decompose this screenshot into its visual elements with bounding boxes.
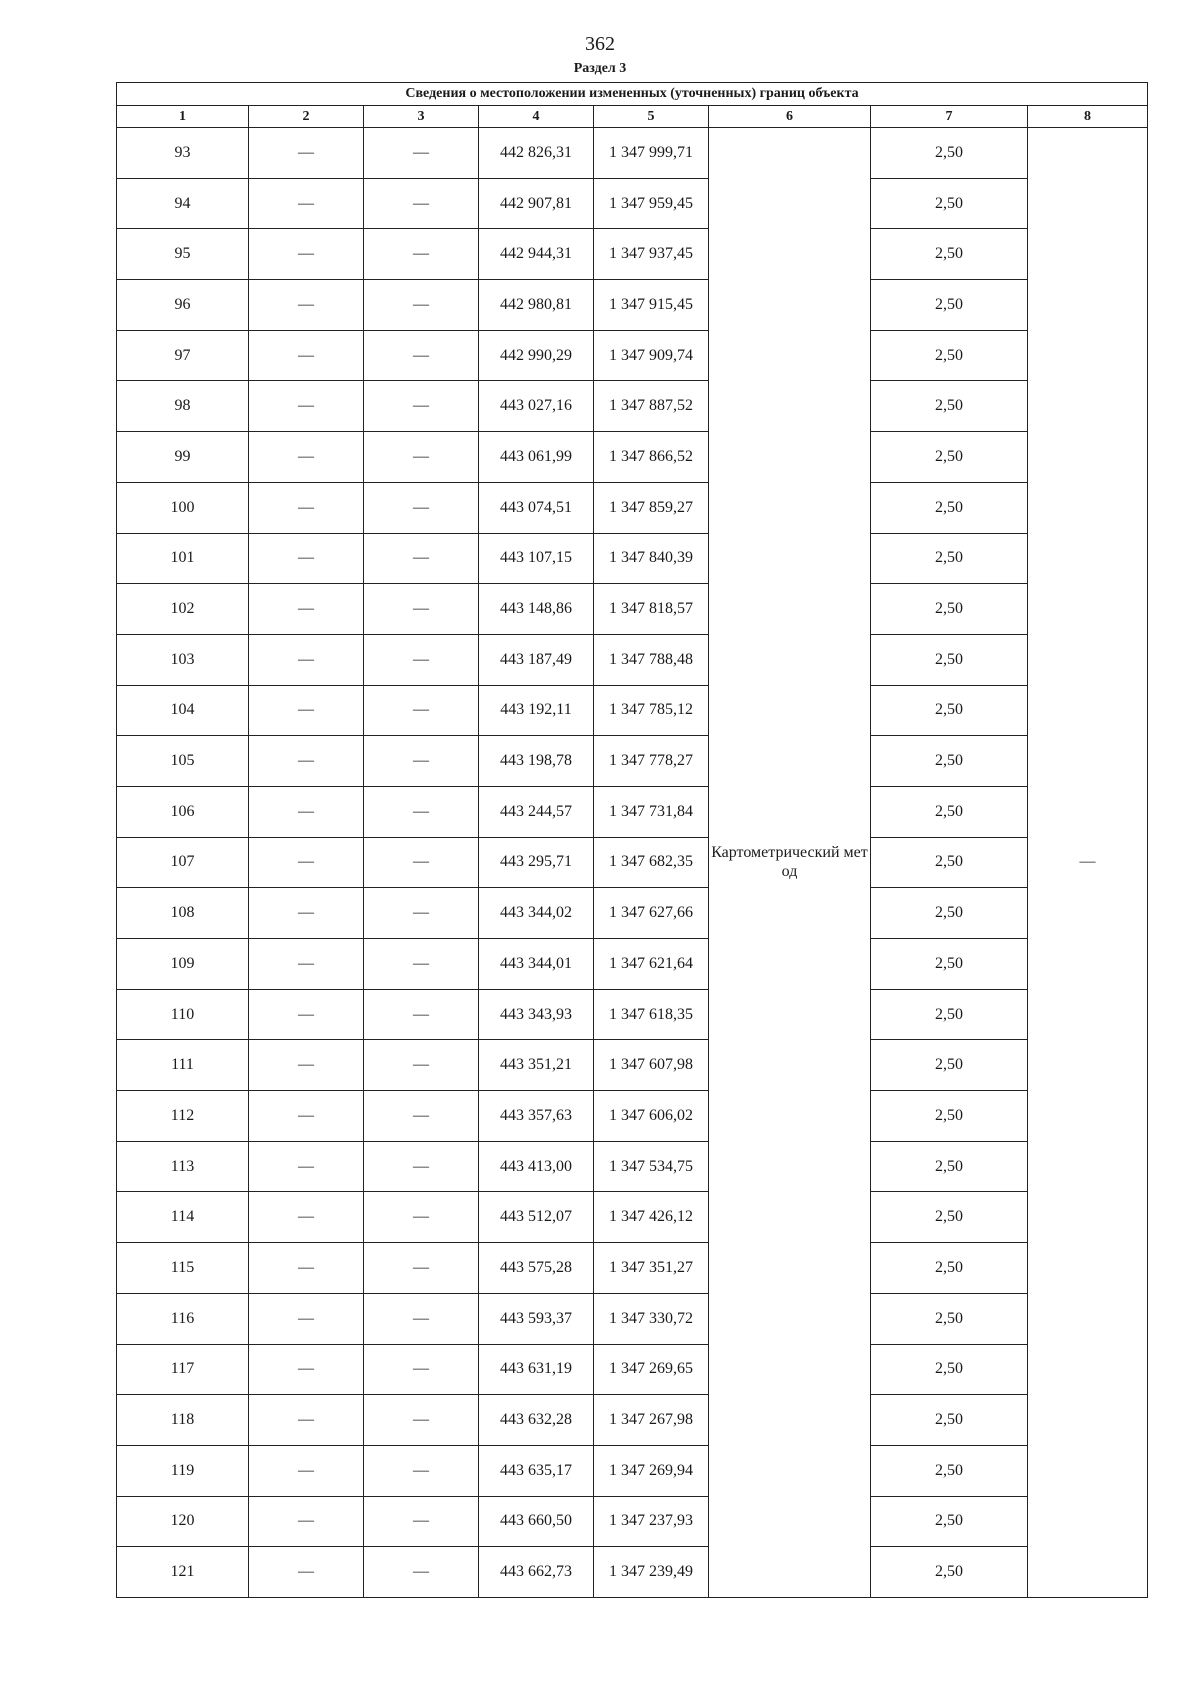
column-2-cell: —	[249, 128, 364, 179]
accuracy-cell: 2,50	[871, 1547, 1028, 1598]
y-coordinate-cell: 1 347 618,35	[594, 989, 709, 1040]
table-row	[117, 1496, 1148, 1547]
column-2-cell: —	[249, 939, 364, 990]
method-cell: Картометрический метод	[709, 128, 871, 1598]
accuracy-cell: 2,50	[871, 1395, 1028, 1446]
table-row	[117, 280, 1148, 331]
point-number-cell: 100	[117, 482, 249, 533]
column-2-cell: —	[249, 1547, 364, 1598]
boundary-coordinates-table	[116, 82, 1148, 1598]
x-coordinate-cell: 443 295,71	[479, 837, 594, 888]
x-coordinate-cell: 443 413,00	[479, 1141, 594, 1192]
table-row	[117, 1091, 1148, 1142]
column-2-cell: —	[249, 280, 364, 331]
table-row	[117, 685, 1148, 736]
accuracy-cell: 2,50	[871, 584, 1028, 635]
column-3-cell: —	[364, 1192, 479, 1243]
column-3-cell: —	[364, 229, 479, 280]
column-2-cell: —	[249, 1141, 364, 1192]
column-3-cell: —	[364, 584, 479, 635]
column-3-cell: —	[364, 1040, 479, 1091]
table-row	[117, 584, 1148, 635]
accuracy-cell: 2,50	[871, 1344, 1028, 1395]
point-number-cell: 108	[117, 888, 249, 939]
table-row	[117, 533, 1148, 584]
point-number-cell: 109	[117, 939, 249, 990]
column-3-cell: —	[364, 1293, 479, 1344]
accuracy-cell: 2,50	[871, 1243, 1028, 1294]
x-coordinate-cell: 443 512,07	[479, 1192, 594, 1243]
column-3-cell: —	[364, 381, 479, 432]
column-2-cell: —	[249, 229, 364, 280]
point-number-cell: 97	[117, 330, 249, 381]
table-row	[117, 1445, 1148, 1496]
column-2-cell: —	[249, 888, 364, 939]
table-body	[117, 128, 1148, 1598]
point-number-cell: 114	[117, 1192, 249, 1243]
table-row	[117, 1243, 1148, 1294]
point-number-cell: 116	[117, 1293, 249, 1344]
y-coordinate-cell: 1 347 840,39	[594, 533, 709, 584]
y-coordinate-cell: 1 347 999,71	[594, 128, 709, 179]
table-row	[117, 1293, 1148, 1344]
column-3-cell: —	[364, 685, 479, 736]
column-number: 4	[479, 106, 594, 128]
column-3-cell: —	[364, 939, 479, 990]
table-row	[117, 229, 1148, 280]
y-coordinate-cell: 1 347 330,72	[594, 1293, 709, 1344]
y-coordinate-cell: 1 347 915,45	[594, 280, 709, 331]
accuracy-cell: 2,50	[871, 786, 1028, 837]
x-coordinate-cell: 443 344,02	[479, 888, 594, 939]
point-number-cell: 93	[117, 128, 249, 179]
table-caption: Сведения о местоположении измененных (уточненных) границ объекта	[117, 83, 1148, 106]
y-coordinate-cell: 1 347 534,75	[594, 1141, 709, 1192]
point-number-cell: 103	[117, 634, 249, 685]
column-2-cell: —	[249, 178, 364, 229]
column-2-cell: —	[249, 482, 364, 533]
y-coordinate-cell: 1 347 866,52	[594, 432, 709, 483]
point-number-cell: 112	[117, 1091, 249, 1142]
x-coordinate-cell: 443 351,21	[479, 1040, 594, 1091]
point-number-cell: 104	[117, 685, 249, 736]
column-3-cell: —	[364, 128, 479, 179]
point-number-cell: 119	[117, 1445, 249, 1496]
y-coordinate-cell: 1 347 959,45	[594, 178, 709, 229]
table-row	[117, 837, 1148, 888]
section-title: Раздел 3	[573, 61, 627, 76]
column-number: 5	[594, 106, 709, 128]
accuracy-cell: 2,50	[871, 533, 1028, 584]
point-number-cell: 99	[117, 432, 249, 483]
column-2-cell: —	[249, 685, 364, 736]
y-coordinate-cell: 1 347 731,84	[594, 786, 709, 837]
column-3-cell: —	[364, 178, 479, 229]
accuracy-cell: 2,50	[871, 1445, 1028, 1496]
accuracy-cell: 2,50	[871, 128, 1028, 179]
x-coordinate-cell: 443 632,28	[479, 1395, 594, 1446]
y-coordinate-cell: 1 347 269,65	[594, 1344, 709, 1395]
x-coordinate-cell: 443 107,15	[479, 533, 594, 584]
x-coordinate-cell: 443 631,19	[479, 1344, 594, 1395]
table-row	[117, 432, 1148, 483]
table-row	[117, 381, 1148, 432]
column-3-cell: —	[364, 1344, 479, 1395]
y-coordinate-cell: 1 347 237,93	[594, 1496, 709, 1547]
accuracy-cell: 2,50	[871, 685, 1028, 736]
x-coordinate-cell: 442 826,31	[479, 128, 594, 179]
y-coordinate-cell: 1 347 859,27	[594, 482, 709, 533]
column-3-cell: —	[364, 1547, 479, 1598]
column-number: 1	[117, 106, 249, 128]
accuracy-cell: 2,50	[871, 178, 1028, 229]
column-number: 6	[709, 106, 871, 128]
column-3-cell: —	[364, 837, 479, 888]
x-coordinate-cell: 442 990,29	[479, 330, 594, 381]
x-coordinate-cell: 443 061,99	[479, 432, 594, 483]
accuracy-cell: 2,50	[871, 280, 1028, 331]
point-number-cell: 115	[117, 1243, 249, 1294]
table-row	[117, 482, 1148, 533]
column-3-cell: —	[364, 736, 479, 787]
x-coordinate-cell: 443 343,93	[479, 989, 594, 1040]
accuracy-cell: 2,50	[871, 1293, 1028, 1344]
table-row	[117, 939, 1148, 990]
column-3-cell: —	[364, 786, 479, 837]
x-coordinate-cell: 443 187,49	[479, 634, 594, 685]
x-coordinate-cell: 443 662,73	[479, 1547, 594, 1598]
accuracy-cell: 2,50	[871, 1496, 1028, 1547]
point-number-cell: 98	[117, 381, 249, 432]
point-number-cell: 101	[117, 533, 249, 584]
column-number: 8	[1028, 106, 1148, 128]
table-row	[117, 178, 1148, 229]
y-coordinate-cell: 1 347 269,94	[594, 1445, 709, 1496]
accuracy-cell: 2,50	[871, 1040, 1028, 1091]
y-coordinate-cell: 1 347 909,74	[594, 330, 709, 381]
column-3-cell: —	[364, 1141, 479, 1192]
x-coordinate-cell: 443 357,63	[479, 1091, 594, 1142]
point-number-cell: 95	[117, 229, 249, 280]
column-2-cell: —	[249, 432, 364, 483]
column-2-cell: —	[249, 533, 364, 584]
accuracy-cell: 2,50	[871, 381, 1028, 432]
point-number-cell: 107	[117, 837, 249, 888]
column-2-cell: —	[249, 634, 364, 685]
table-row	[117, 1395, 1148, 1446]
point-number-cell: 102	[117, 584, 249, 635]
accuracy-cell: 2,50	[871, 634, 1028, 685]
column-2-cell: —	[249, 1445, 364, 1496]
accuracy-cell: 2,50	[871, 229, 1028, 280]
column-2-cell: —	[249, 330, 364, 381]
x-coordinate-cell: 442 944,31	[479, 229, 594, 280]
y-coordinate-cell: 1 347 818,57	[594, 584, 709, 635]
table-row	[117, 1547, 1148, 1598]
x-coordinate-cell: 443 198,78	[479, 736, 594, 787]
y-coordinate-cell: 1 347 887,52	[594, 381, 709, 432]
x-coordinate-cell: 442 907,81	[479, 178, 594, 229]
table-row	[117, 786, 1148, 837]
point-number-cell: 106	[117, 786, 249, 837]
column-3-cell: —	[364, 1091, 479, 1142]
column-3-cell: —	[364, 533, 479, 584]
point-number-cell: 113	[117, 1141, 249, 1192]
table-row	[117, 888, 1148, 939]
y-coordinate-cell: 1 347 778,27	[594, 736, 709, 787]
column-2-cell: —	[249, 989, 364, 1040]
x-coordinate-cell: 443 593,37	[479, 1293, 594, 1344]
y-coordinate-cell: 1 347 606,02	[594, 1091, 709, 1142]
x-coordinate-cell: 443 192,11	[479, 685, 594, 736]
accuracy-cell: 2,50	[871, 888, 1028, 939]
column-2-cell: —	[249, 1091, 364, 1142]
column-2-cell: —	[249, 1344, 364, 1395]
accuracy-cell: 2,50	[871, 989, 1028, 1040]
x-coordinate-cell: 443 027,16	[479, 381, 594, 432]
column-3-cell: —	[364, 989, 479, 1040]
column-3-cell: —	[364, 1445, 479, 1496]
table-row	[117, 1141, 1148, 1192]
y-coordinate-cell: 1 347 267,98	[594, 1395, 709, 1446]
column-3-cell: —	[364, 280, 479, 331]
point-number-cell: 110	[117, 989, 249, 1040]
x-coordinate-cell: 443 660,50	[479, 1496, 594, 1547]
column-3-cell: —	[364, 432, 479, 483]
table-row	[117, 128, 1148, 179]
y-coordinate-cell: 1 347 239,49	[594, 1547, 709, 1598]
accuracy-cell: 2,50	[871, 1091, 1028, 1142]
y-coordinate-cell: 1 347 621,64	[594, 939, 709, 990]
accuracy-cell: 2,50	[871, 330, 1028, 381]
point-number-cell: 117	[117, 1344, 249, 1395]
column-2-cell: —	[249, 1395, 364, 1446]
y-coordinate-cell: 1 347 682,35	[594, 837, 709, 888]
table-row	[117, 1344, 1148, 1395]
accuracy-cell: 2,50	[871, 939, 1028, 990]
accuracy-cell: 2,50	[871, 482, 1028, 533]
table-row	[117, 1040, 1148, 1091]
point-number-cell: 121	[117, 1547, 249, 1598]
y-coordinate-cell: 1 347 607,98	[594, 1040, 709, 1091]
y-coordinate-cell: 1 347 351,27	[594, 1243, 709, 1294]
column-2-cell: —	[249, 837, 364, 888]
column-2-cell: —	[249, 736, 364, 787]
column-number: 7	[871, 106, 1028, 128]
column-3-cell: —	[364, 1395, 479, 1446]
x-coordinate-cell: 442 980,81	[479, 280, 594, 331]
column-3-cell: —	[364, 330, 479, 381]
accuracy-cell: 2,50	[871, 736, 1028, 787]
column-2-cell: —	[249, 381, 364, 432]
column-8-cell: —	[1028, 128, 1148, 1598]
column-3-cell: —	[364, 1243, 479, 1294]
table-row	[117, 736, 1148, 787]
column-2-cell: —	[249, 1040, 364, 1091]
y-coordinate-cell: 1 347 426,12	[594, 1192, 709, 1243]
table-row	[117, 330, 1148, 381]
column-number: 3	[364, 106, 479, 128]
accuracy-cell: 2,50	[871, 432, 1028, 483]
column-number: 2	[249, 106, 364, 128]
point-number-cell: 105	[117, 736, 249, 787]
accuracy-cell: 2,50	[871, 837, 1028, 888]
x-coordinate-cell: 443 244,57	[479, 786, 594, 837]
column-2-cell: —	[249, 786, 364, 837]
column-2-cell: —	[249, 1243, 364, 1294]
column-2-cell: —	[249, 584, 364, 635]
point-number-cell: 96	[117, 280, 249, 331]
column-2-cell: —	[249, 1192, 364, 1243]
column-number-row	[117, 106, 1148, 128]
table-row	[117, 989, 1148, 1040]
point-number-cell: 118	[117, 1395, 249, 1446]
column-2-cell: —	[249, 1496, 364, 1547]
y-coordinate-cell: 1 347 785,12	[594, 685, 709, 736]
y-coordinate-cell: 1 347 788,48	[594, 634, 709, 685]
y-coordinate-cell: 1 347 937,45	[594, 229, 709, 280]
x-coordinate-cell: 443 344,01	[479, 939, 594, 990]
column-3-cell: —	[364, 888, 479, 939]
table-row	[117, 634, 1148, 685]
point-number-cell: 111	[117, 1040, 249, 1091]
point-number-cell: 94	[117, 178, 249, 229]
y-coordinate-cell: 1 347 627,66	[594, 888, 709, 939]
accuracy-cell: 2,50	[871, 1141, 1028, 1192]
x-coordinate-cell: 443 635,17	[479, 1445, 594, 1496]
column-3-cell: —	[364, 634, 479, 685]
x-coordinate-cell: 443 148,86	[479, 584, 594, 635]
x-coordinate-cell: 443 074,51	[479, 482, 594, 533]
table-row	[117, 1192, 1148, 1243]
column-2-cell: —	[249, 1293, 364, 1344]
column-3-cell: —	[364, 482, 479, 533]
page-number: 362	[585, 33, 615, 55]
point-number-cell: 120	[117, 1496, 249, 1547]
accuracy-cell: 2,50	[871, 1192, 1028, 1243]
column-3-cell: —	[364, 1496, 479, 1547]
x-coordinate-cell: 443 575,28	[479, 1243, 594, 1294]
